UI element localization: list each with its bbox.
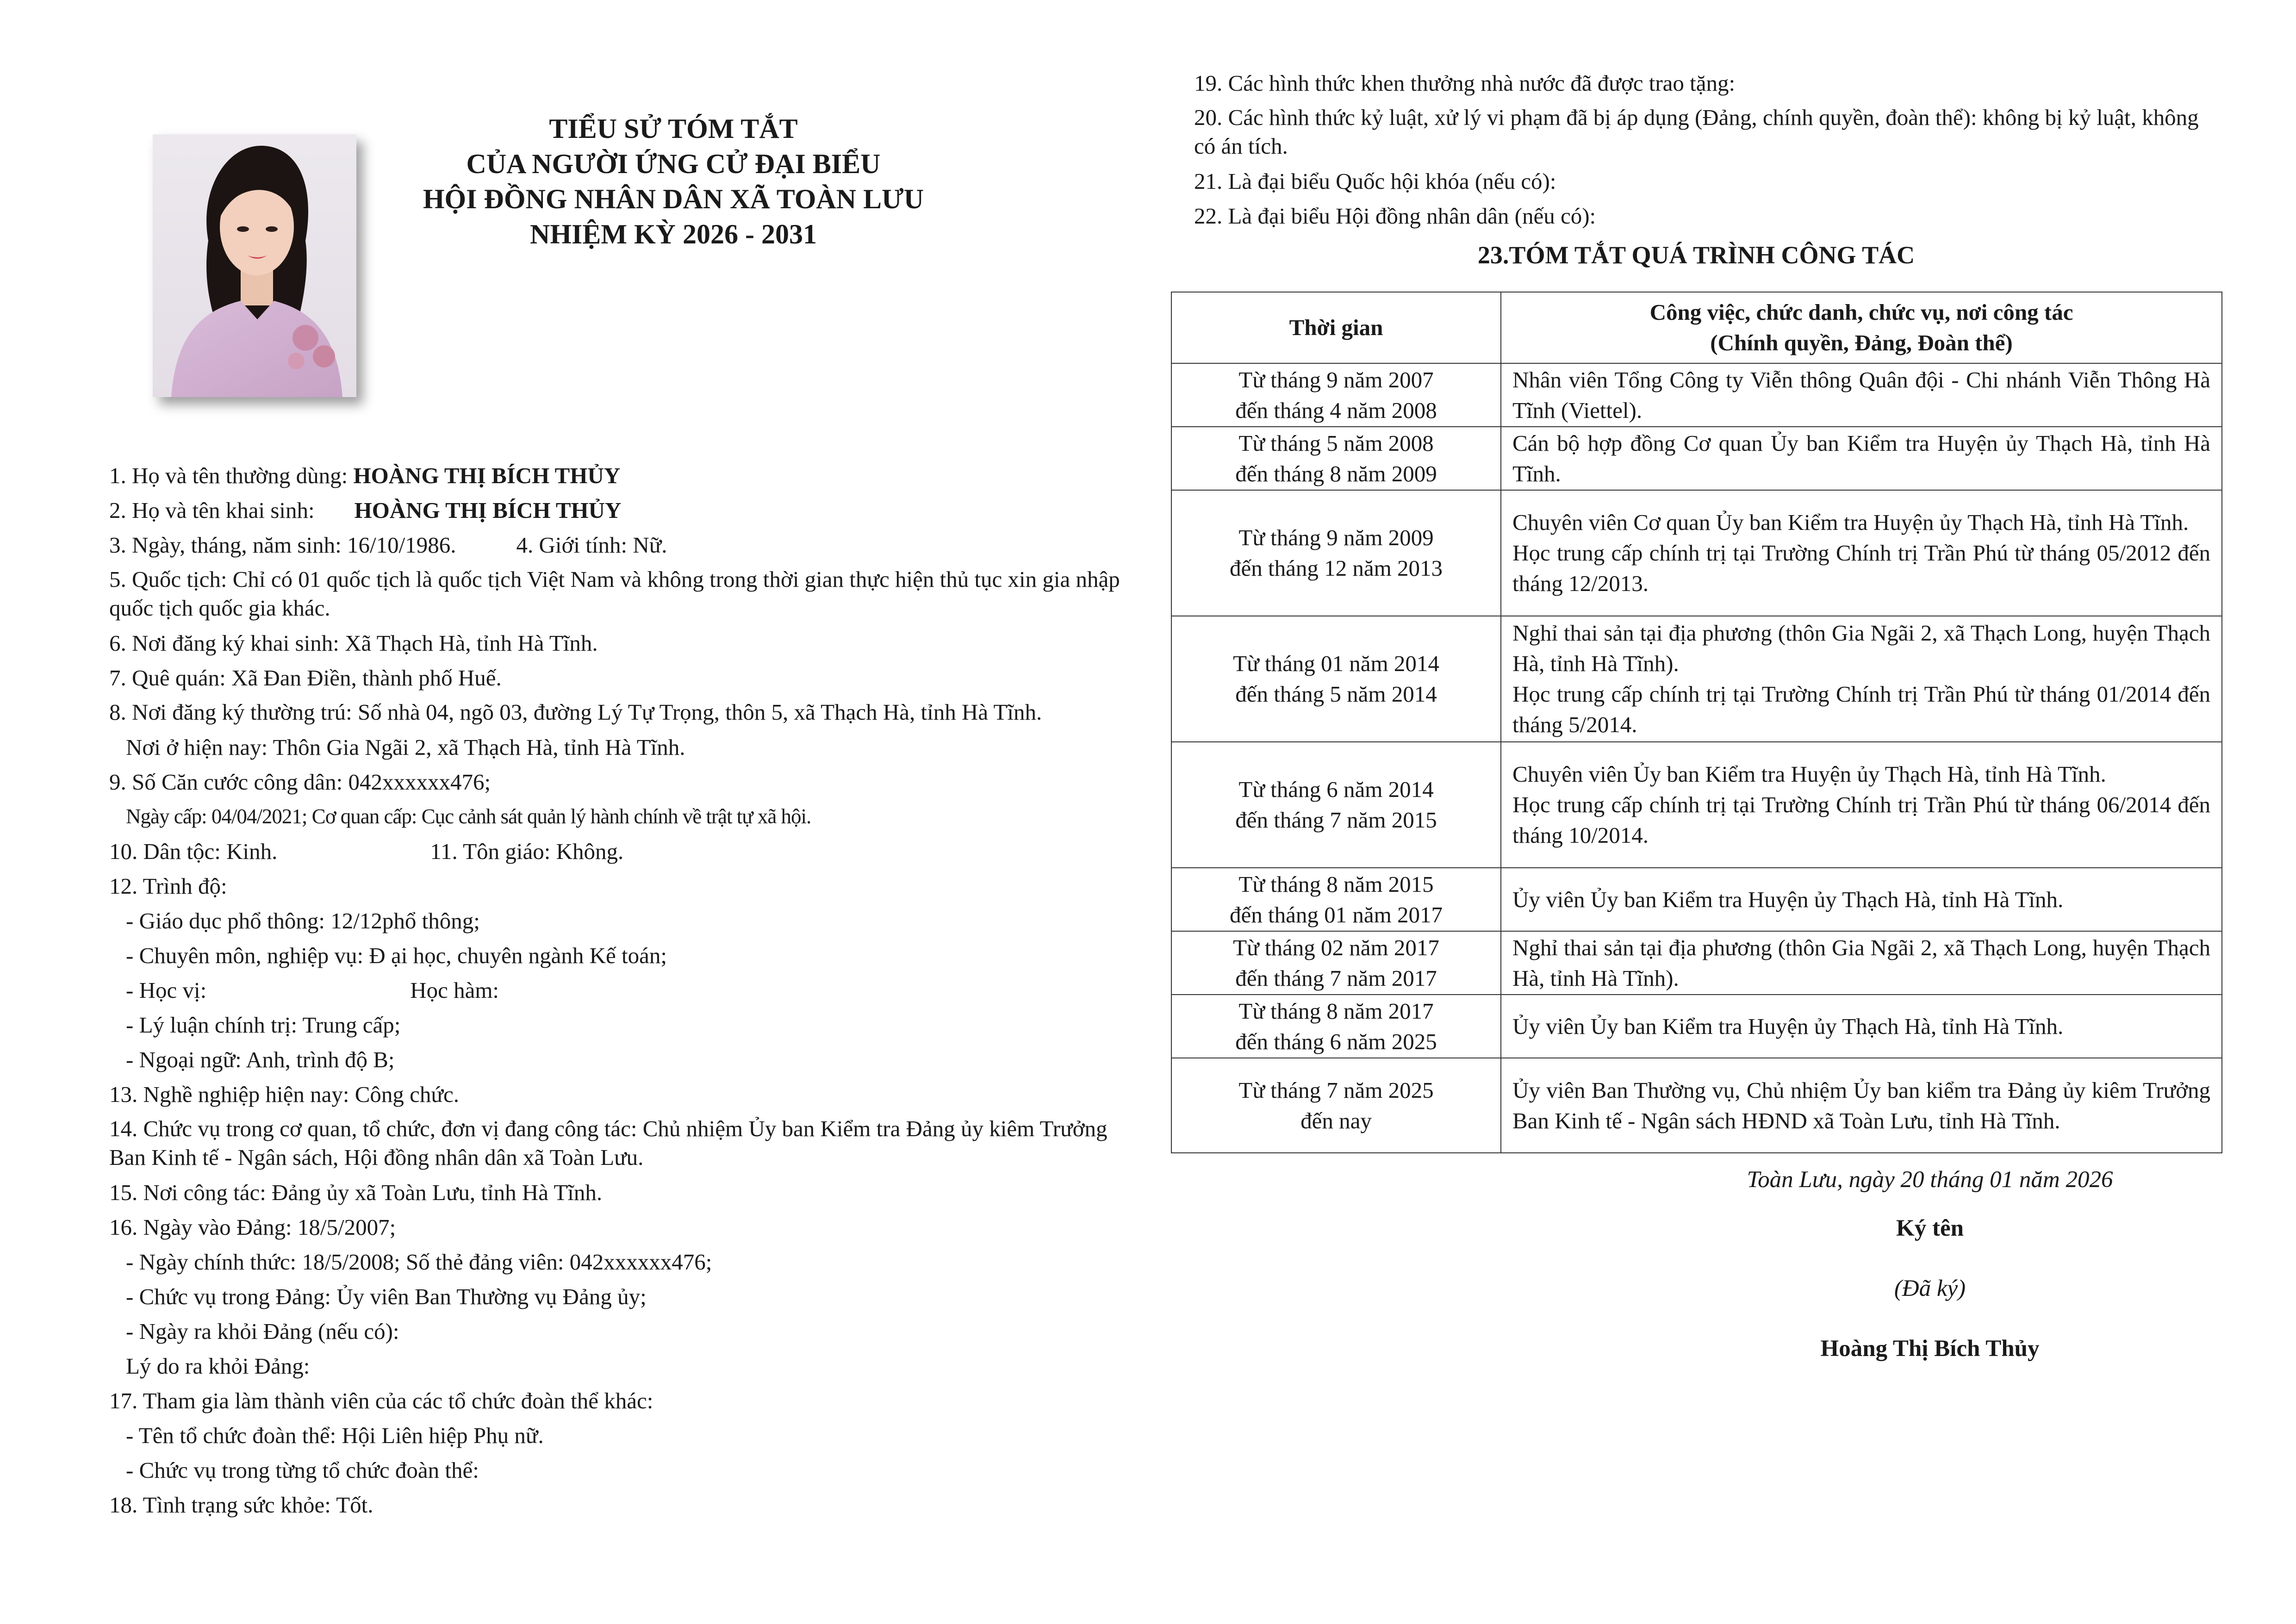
portrait-photo <box>153 134 356 397</box>
table-row <box>1171 490 2222 616</box>
organization-position: - Chức vụ trong từng tổ chức đoàn thể: <box>126 1457 479 1483</box>
work-cell <box>1501 868 2222 931</box>
birth-date: 3. Ngày, tháng, năm sinh: 16/10/1986. <box>109 532 456 558</box>
work-history-table <box>1171 292 2222 1153</box>
time-cell <box>1171 616 1501 742</box>
signature-signed: (Đã ký) <box>1894 1276 1966 1301</box>
item-label: 1. Họ và tên thường dùng: <box>109 463 354 488</box>
time-to: đến tháng 5 năm 2014 <box>1235 681 1437 707</box>
time-to: đến tháng 4 năm 2008 <box>1235 397 1437 423</box>
personal-info-section <box>109 458 1127 1522</box>
work-cell <box>1501 363 2222 427</box>
time-from: Từ tháng 5 năm 2008 <box>1238 430 1434 456</box>
common-name-value: HOÀNG THỊ BÍCH THỦY <box>353 463 621 488</box>
work-text: Học trung cấp chính trị tại Trường Chính trị Trần Phú từ tháng 01/2014 đến tháng 5/2014. <box>1512 681 2210 737</box>
time-to: đến tháng 6 năm 2025 <box>1235 1028 1437 1054</box>
table-row <box>1171 427 2222 490</box>
time-from: Từ tháng 6 năm 2014 <box>1238 777 1434 802</box>
item-health: 18. Tình trạng sức khỏe: Tốt. <box>109 1492 373 1518</box>
party-leave-reason: Lý do ra khỏi Đảng: <box>126 1353 310 1379</box>
item-ethnicity-religion <box>109 834 1127 869</box>
time-cell <box>1171 995 1501 1058</box>
education-professional: - Chuyên môn, nghiệp vụ: Đ ại học, chuyên ngành Kế toán; <box>126 943 667 968</box>
party-official: - Ngày chính thức: 18/5/2008; Số thẻ đảng viên: 042xxxxxx476; <box>126 1249 712 1275</box>
column-header-time: Thời gian <box>1171 292 1501 363</box>
title-line-4: NHIỆM KỲ 2026 - 2031 <box>530 219 817 249</box>
item-birth-gender <box>109 528 1127 562</box>
work-text: Học trung cấp chính trị tại Trường Chính trị Trần Phú từ tháng 05/2012 đến tháng 12/2013. <box>1512 540 2210 596</box>
table-row <box>1171 931 2222 995</box>
education-degree <box>109 973 1127 1008</box>
work-text: Cán bộ hợp đồng Cơ quan Ủy ban Kiểm tra Huyện ủy Thạch Hà, tỉnh Hà Tĩnh. <box>1512 430 2210 486</box>
gender: 4. Giới tính: Nữ. <box>516 532 667 558</box>
party-position: - Chức vụ trong Đảng: Ủy viên Ban Thường vụ Đảng ủy; <box>126 1284 647 1309</box>
item-birth-registration: 6. Nơi đăng ký khai sinh: Xã Thạch Hà, tỉnh Hà Tĩnh. <box>109 630 598 656</box>
work-text: Ủy viên Ban Thường vụ, Chủ nhiệm Ủy ban kiểm tra Đảng ủy kiêm Trưởng Ban Kinh tế - Ngân sách HĐND xã Toàn Lưu, tỉnh Hà Tĩnh. <box>1512 1077 2210 1133</box>
column-header-work-line2: (Chính quyền, Đảng, Đoàn thể) <box>1710 330 2013 355</box>
work-cell <box>1501 427 2222 490</box>
religion: 11. Tôn giáo: Không. <box>430 839 624 864</box>
party-leave-date: - Ngày ra khỏi Đảng (nếu có): <box>126 1319 399 1344</box>
additional-info-section <box>1194 66 2212 233</box>
time-cell <box>1171 931 1501 995</box>
time-from: Từ tháng 8 năm 2017 <box>1238 998 1434 1024</box>
work-cell <box>1501 995 2222 1058</box>
education-general: - Giáo dục phổ thông: 12/12phổ thông; <box>126 908 480 933</box>
time-from: Từ tháng 9 năm 2007 <box>1238 367 1434 392</box>
title-line-2: CỦA NGƯỜI ỨNG CỬ ĐẠI BIỂU <box>466 149 881 179</box>
title-line-3: HỘI ĐỒNG NHÂN DÂN XÃ TOÀN LƯU <box>423 184 924 214</box>
item-occupation: 13. Nghề nghiệp hiện nay: Công chức. <box>109 1082 459 1107</box>
title-line-1: TIỂU SỬ TÓM TẮT <box>549 113 798 144</box>
signature-date: Toàn Lưu, ngày 20 tháng 01 năm 2026 <box>1747 1167 2113 1193</box>
work-history-title: 23.TÓM TẮT QUÁ TRÌNH CÔNG TÁC <box>1477 241 1915 269</box>
item-hometown: 7. Quê quán: Xã Đan Điền, thành phố Huế. <box>109 665 502 691</box>
item-nationality: 5. Quốc tịch: Chỉ có 01 quốc tịch là quốc tịch Việt Nam và không trong thời gian thực hiện thủ tục xin gia nhập quốc tịch quốc gia khác. <box>109 566 1120 621</box>
document-title <box>389 111 958 252</box>
table-row <box>1171 363 2222 427</box>
time-cell <box>1171 742 1501 868</box>
work-cell <box>1501 931 2222 995</box>
table-row <box>1171 742 2222 868</box>
academic-title-label: Học hàm: <box>410 977 499 1003</box>
work-cell <box>1501 490 2222 616</box>
item-id-issue: Ngày cấp: 04/04/2021; Cơ quan cấp: Cục cảnh sát quản lý hành chính về trật tự xã hội. <box>126 805 811 828</box>
time-from: Từ tháng 9 năm 2009 <box>1238 525 1434 550</box>
work-cell <box>1501 616 2222 742</box>
signer-name: Hoàng Thị Bích Thủy <box>1820 1336 2040 1362</box>
time-to: đến nay <box>1300 1108 1372 1133</box>
item-party-join: 16. Ngày vào Đảng: 18/5/2007; <box>109 1214 396 1240</box>
column-header-work <box>1501 292 2222 363</box>
time-cell <box>1171 1058 1501 1153</box>
item-peoples-council: 22. Là đại biểu Hội đồng nhân dân (nếu có): <box>1194 203 1596 229</box>
time-cell <box>1171 363 1501 427</box>
item-position: 14. Chức vụ trong cơ quan, tổ chức, đơn vị đang công tác: Chủ nhiệm Ủy ban Kiểm tra Đảng ủy kiêm Trưởng Ban Kinh tế - Ngân sách, Hội đồng nhân dân xã Toàn Lưu. <box>109 1116 1108 1170</box>
time-from: Từ tháng 01 năm 2014 <box>1233 651 1439 676</box>
portrait-illustration <box>153 134 356 397</box>
work-text: Chuyên viên Ủy ban Kiểm tra Huyện ủy Thạch Hà, tỉnh Hà Tĩnh. <box>1512 761 2106 787</box>
time-cell <box>1171 427 1501 490</box>
work-text: Nhân viên Tổng Công ty Viễn thông Quân đội - Chi nhánh Viễn Thông Hà Tĩnh (Viettel). <box>1512 367 2210 423</box>
item-education: 12. Trình độ: <box>109 873 227 899</box>
time-from: Từ tháng 8 năm 2015 <box>1238 871 1434 897</box>
item-permanent-residence: 8. Nơi đăng ký thường trú: Số nhà 04, ngõ 03, đường Lý Tự Trọng, thôn 5, xã Thạch Hà, tỉnh Hà Tĩnh. <box>109 699 1042 725</box>
time-cell <box>1171 868 1501 931</box>
table-header-row <box>1171 292 2222 363</box>
birth-name-value: HOÀNG THỊ BÍCH THỦY <box>354 498 622 523</box>
item-birth-name <box>109 493 1127 528</box>
work-cell <box>1501 742 2222 868</box>
work-text: Ủy viên Ủy ban Kiểm tra Huyện ủy Thạch Hà, tỉnh Hà Tĩnh. <box>1512 886 2064 912</box>
work-text: Học trung cấp chính trị tại Trường Chính trị Trần Phú từ tháng 06/2014 đến tháng 10/2014. <box>1512 792 2210 848</box>
item-common-name <box>109 458 1127 493</box>
table-row <box>1171 616 2222 742</box>
column-header-work-line1: Công việc, chức danh, chức vụ, nơi công tác <box>1649 299 2073 325</box>
work-text: Nghỉ thai sản tại địa phương (thôn Gia Ngãi 2, xã Thạch Long, huyện Thạch Hà, tỉnh Hà Tĩnh). <box>1512 620 2210 676</box>
signature-label: Ký tên <box>1896 1215 1964 1241</box>
work-cell <box>1501 1058 2222 1153</box>
time-cell <box>1171 490 1501 616</box>
item-awards: 19. Các hình thức khen thưởng nhà nước đã được trao tặng: <box>1194 70 1736 96</box>
item-national-assembly: 21. Là đại biểu Quốc hội khóa (nếu có): <box>1194 168 1556 194</box>
time-to: đến tháng 01 năm 2017 <box>1230 902 1443 927</box>
ethnicity: 10. Dân tộc: Kinh. <box>109 839 278 864</box>
item-organizations: 17. Tham gia làm thành viên của các tổ chức đoàn thể khác: <box>109 1388 653 1413</box>
time-to: đến tháng 7 năm 2015 <box>1235 807 1437 833</box>
time-to: đến tháng 12 năm 2013 <box>1230 555 1443 581</box>
item-citizen-id: 9. Số Căn cước công dân: 042xxxxxx476; <box>109 769 491 795</box>
organization-name: - Tên tổ chức đoàn thể: Hội Liên hiệp Phụ nữ. <box>126 1423 544 1448</box>
work-text: Ủy viên Ủy ban Kiểm tra Huyện ủy Thạch Hà, tỉnh Hà Tĩnh. <box>1512 1013 2064 1039</box>
education-politics: - Lý luận chính trị: Trung cấp; <box>126 1012 401 1038</box>
time-to: đến tháng 7 năm 2017 <box>1235 965 1437 991</box>
item-current-residence: Nơi ở hiện nay: Thôn Gia Ngãi 2, xã Thạch Hà, tỉnh Hà Tĩnh. <box>126 734 685 760</box>
time-from: Từ tháng 02 năm 2017 <box>1233 934 1439 960</box>
table-row <box>1171 868 2222 931</box>
table-row <box>1171 1058 2222 1153</box>
item-discipline: 20. Các hình thức kỷ luật, xử lý vi phạm đã bị áp dụng (Đảng, chính quyền, đoàn thể): không bị kỷ luật, không có án tích. <box>1194 105 2199 159</box>
degree-label: - Học vị: <box>126 977 207 1003</box>
time-from: Từ tháng 7 năm 2025 <box>1238 1077 1434 1103</box>
work-text: Chuyên viên Cơ quan Ủy ban Kiểm tra Huyện ủy Thạch Hà, tỉnh Hà Tĩnh. <box>1512 510 2189 535</box>
table-row <box>1171 995 2222 1058</box>
education-language: - Ngoại ngữ: Anh, trình độ B; <box>126 1047 395 1072</box>
time-to: đến tháng 8 năm 2009 <box>1235 460 1437 486</box>
item-label: 2. Họ và tên khai sinh: <box>109 498 315 523</box>
item-workplace: 15. Nơi công tác: Đảng ủy xã Toàn Lưu, tỉnh Hà Tĩnh. <box>109 1180 603 1205</box>
work-text: Nghỉ thai sản tại địa phương (thôn Gia Ngãi 2, xã Thạch Long, huyện Thạch Hà, tỉnh Hà Tĩnh). <box>1512 934 2210 991</box>
